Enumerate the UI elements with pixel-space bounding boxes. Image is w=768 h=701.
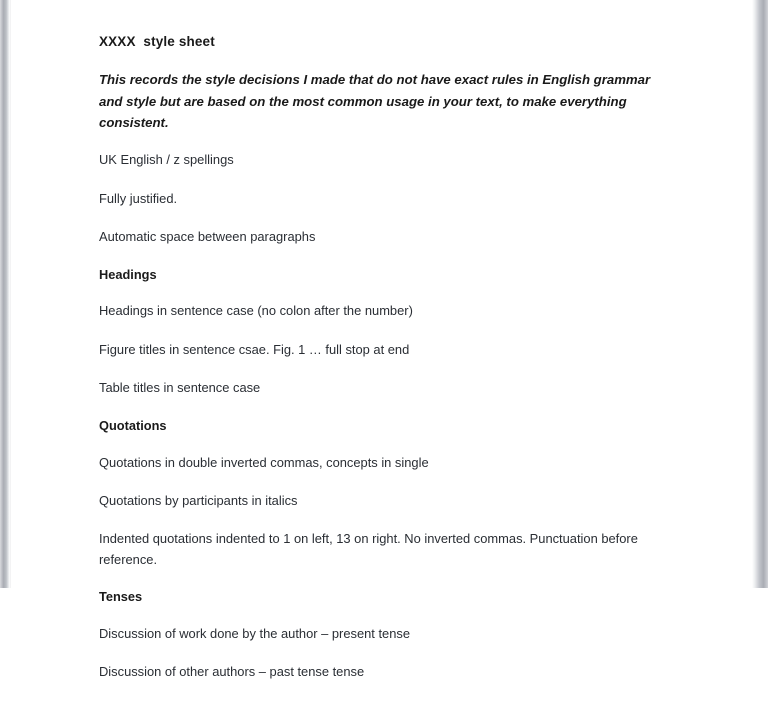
tenses-rule-author-work: Discussion of work done by the author – present tense — [99, 625, 410, 641]
general-rule-paragraph-spacing: Automatic space between paragraphs — [99, 229, 316, 245]
section-heading-tenses: Tenses — [99, 589, 143, 605]
section-heading-headings: Headings — [99, 266, 157, 282]
quotations-rule-inverted-commas: Quotations in double inverted commas, concepts in single — [99, 454, 429, 470]
document-content — [99, 33, 669, 701]
document-intro-paragraph: This records the style decisions I made that do not have exact rules in English grammar and style but are based on the most common usage in your text, to make everything consistent. — [99, 72, 651, 130]
page-title: XXXX style sheet — [99, 34, 215, 49]
general-rule-justification: Fully justified. — [99, 190, 178, 206]
quotations-rule-indented-quotations: Indented quotations indented to 1 on left, 13 on right. No inverted commas. Punctuation before reference. — [99, 531, 638, 567]
page-left-shadow — [0, 0, 10, 588]
section-heading-quotations: Quotations — [99, 417, 167, 433]
headings-rule-sentence-case: Headings in sentence case (no colon after the number) — [99, 303, 413, 319]
headings-rule-figure-titles: Figure titles in sentence csae. Fig. 1 … full stop at end — [99, 341, 410, 357]
document-page — [11, 0, 752, 680]
page-right-shadow — [752, 0, 768, 588]
headings-rule-table-titles: Table titles in sentence case — [99, 380, 261, 396]
general-rule-uk-english: UK English / z spellings — [99, 152, 234, 168]
quotations-rule-participants-italics: Quotations by participants in italics — [99, 492, 298, 508]
tenses-rule-other-authors: Discussion of other authors – past tense tense — [99, 664, 365, 680]
